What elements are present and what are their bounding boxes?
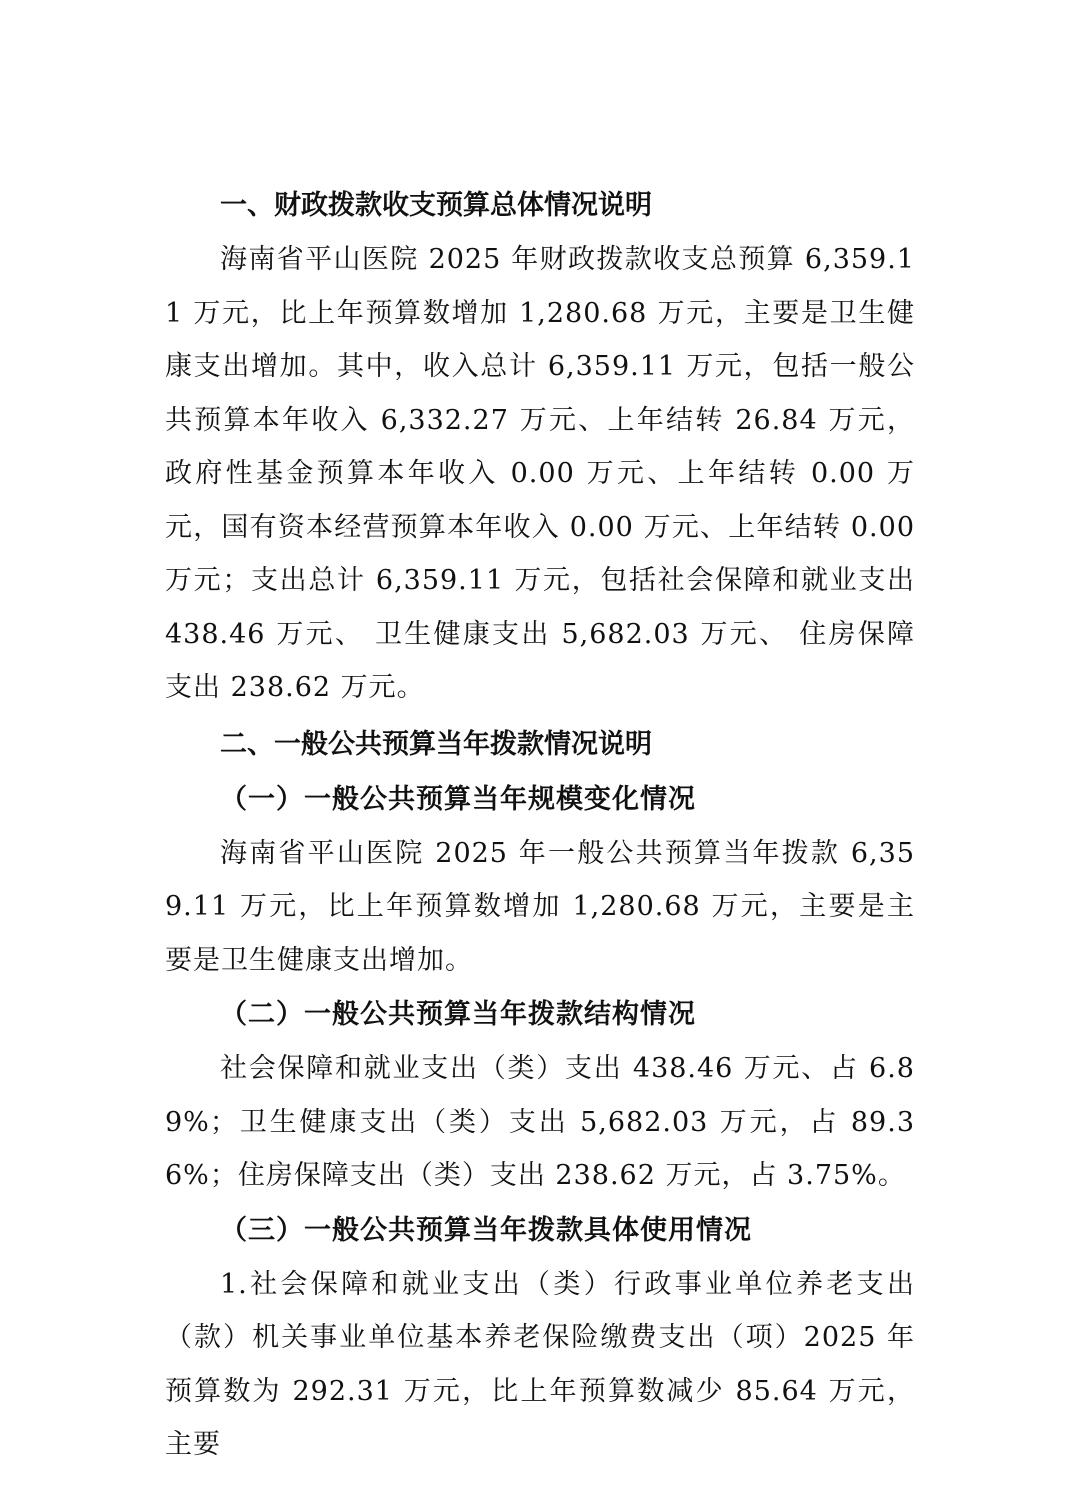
subsection-2-paragraph: 社会保障和就业支出（类）支出 438.46 万元、占 6.89%；卫生健康支出（类）支出 5,682.03 万元，占 89.36%；住房保障支出（类）支出 238.62 万元，占 3.75%。 [165,1053,915,1191]
document-page [165,178,915,1472]
section-2-heading: 二、一般公共预算当年拨款情况说明 [220,728,652,760]
subsection-2-heading: （二）一般公共预算当年拨款结构情况 [220,999,696,1030]
subsection-1-paragraph: 海南省平山医院 2025 年一般公共预算当年拨款 6,359.11 万元，比上年预算数增加 1,280.68 万元，主要是主要是卫生健康支出增加。 [165,837,915,976]
section-1-heading: 一、财政拨款收支预算总体情况说明 [220,190,652,221]
subsection-1-heading: （一）一般公共预算当年规模变化情况 [220,783,696,815]
subsection-3-heading: （三）一般公共预算当年拨款具体使用情况 [220,1214,752,1246]
subsection-3-paragraph: 1.社会保障和就业支出（类）行政事业单位养老支出（款）机关事业单位基本养老保险缴费支出（项）2025 年预算数为 292.31 万元，比上年预算数减少 85.64 万元，主要 [165,1268,915,1460]
section-1-paragraph: 海南省平山医院 2025 年财政拨款收支总预算 6,359.11 万元，比上年预算数增加 1,280.68 万元，主要是卫生健康支出增加。其中，收入总计 6,359.11 万元，包括一般公共预算本年收入 6,332.27 万元、上年结转 26.84 万元，政府性基金预算本年收入 0.00 万元、上年结转 0.00 万元，国有资本经营预算本年收入 0.00 万元、上年结转 0.00 万元；支出总计 6,359.11 万元，包括社会保障和就业支出 438.46 万元、 卫生健康支出 5,682.03 万元、 住房保障支出 238.62 万元。 [165,244,915,703]
